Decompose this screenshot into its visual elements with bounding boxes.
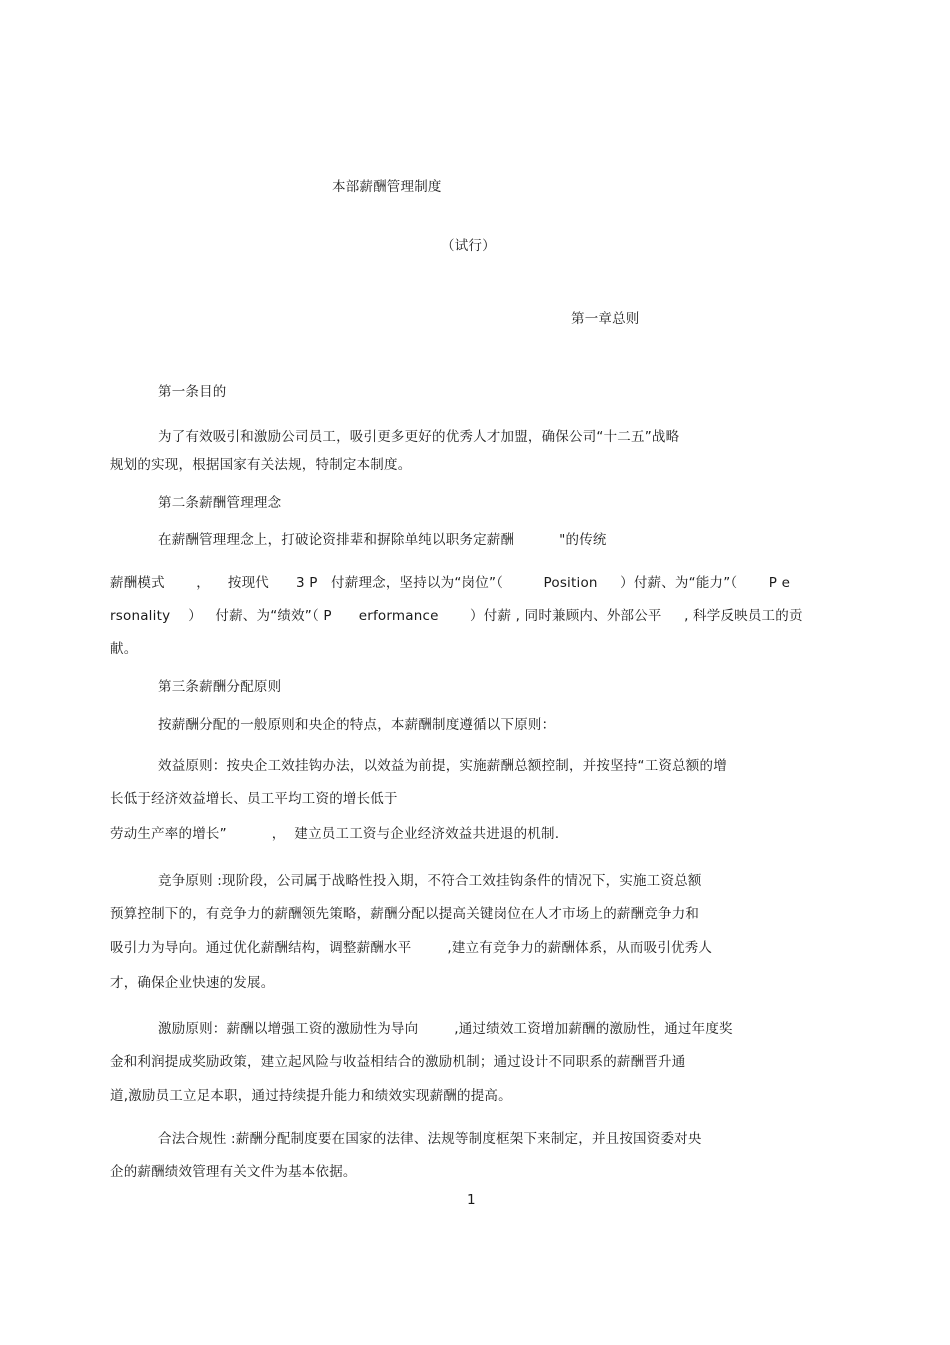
- paragraph-line: 预算控制下的，有竞争力的薪酬领先策略，薪酬分配以提高关键岗位在人才市场上的薪酬竞争力和: [110, 906, 700, 922]
- paragraph-line: 薪酬模式 ， 按现代 3 P 付薪理念，坚持以为“岗位”（ Position ）付薪、为“能力”（ P e: [110, 575, 791, 591]
- paragraph-line: rsonality ） 付薪、为“绩效”（ P erformance ）付薪 , 同时兼顾内、外部公平 , 科学反映员工的贡: [110, 608, 803, 624]
- article-1-heading: 第一条目的: [158, 384, 227, 400]
- paragraph-line: 吸引力为导向。通过优化薪酬结构，调整薪酬水平 ,建立有竞争力的薪酬体系，从而吸引优秀人: [110, 940, 713, 956]
- paragraph-line: 效益原则：按央企工效挂钩办法，以效益为前提，实施薪酬总额控制，并按坚持“工资总额的增: [158, 758, 727, 774]
- paragraph-line: 规划的实现，根据国家有关法规，特制定本制度。: [110, 457, 412, 473]
- paragraph-line: 在薪酬管理理念上，打破论资排辈和摒除单纯以职务定薪酬 "的传统: [158, 532, 607, 548]
- paragraph-line: 长低于经济效益增长、员工平均工资的增长低于: [110, 791, 398, 807]
- paragraph-line: 为了有效吸引和激励公司员工，吸引更多更好的优秀人才加盟，确保公司“十二五”战略: [158, 429, 680, 445]
- document-title: 本部薪酬管理制度: [332, 179, 442, 195]
- chapter-heading: 第一章总则: [571, 311, 640, 327]
- article-2-heading: 第二条薪酬管理理念: [158, 495, 282, 511]
- paragraph-line: 合法合规性 :薪酬分配制度要在国家的法律、法规等制度框架下来制定，并且按国资委对央: [158, 1131, 702, 1147]
- paragraph-line: 才，确保企业快速的发展。: [110, 975, 275, 991]
- paragraph-line: 竞争原则 :现阶段，公司属于战略性投入期，不符合工效挂钩条件的情况下，实施工资总额: [158, 873, 702, 889]
- article-3-heading: 第三条薪酬分配原则: [158, 679, 282, 695]
- document-subtitle: （试行）: [441, 238, 496, 254]
- page-number: 1: [467, 1192, 476, 1208]
- paragraph-line: 道,激励员工立足本职，通过持续提升能力和绩效实现薪酬的提高。: [110, 1088, 512, 1104]
- paragraph-line: 激励原则：薪酬以增强工资的激励性为导向 ,通过绩效工资增加薪酬的激励性，通过年度奖: [158, 1021, 733, 1037]
- paragraph-line: 献。: [110, 641, 138, 657]
- paragraph-line: 金和利润提成奖励政策，建立起风险与收益相结合的激励机制；通过设计不同职系的薪酬晋升通: [110, 1054, 686, 1070]
- paragraph-line: 劳动生产率的增长” ， 建立员工工资与企业经济效益共进退的机制.: [110, 826, 560, 842]
- paragraph-line: 企的薪酬绩效管理有关文件为基本依据。: [110, 1164, 357, 1180]
- paragraph-line: 按薪酬分配的一般原则和央企的特点，本薪酬制度遵循以下原则：: [158, 717, 556, 733]
